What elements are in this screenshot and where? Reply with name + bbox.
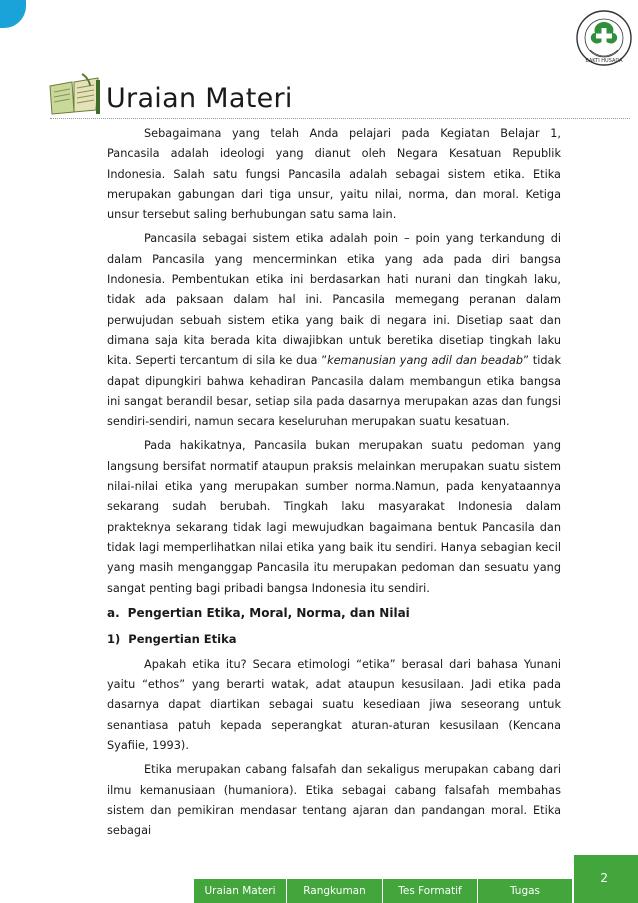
subsection-label: 1) [107,631,121,646]
tab-rangkuman[interactable]: Rangkuman [287,879,383,903]
section-label: a. [107,605,120,620]
corner-accent [0,0,26,28]
bakti-husada-logo-icon [574,6,634,74]
tab-tes-formatif[interactable]: Tes Formatif [383,879,478,903]
page-number: 2 [600,871,608,885]
title-divider [50,118,630,119]
paragraph: Sebagaimana yang telah Anda pelajari pada Kegiatan Belajar 1, Pancasila adalah ideologi yang dianut oleh Negara Kesatuan Republik Indonesia. Salah satu fungsi Pancasila adalah sebagai sistem etika. Etika merupakan gabungan dari tiga unsur, yaitu nilai, norma, dan moral. Ketiga unsur tersebut saling berhubungan satu sama lain. [107,127,561,222]
paragraph: Etika merupakan cabang falsafah dan sekaligus merupakan cabang dari ilmu kemanusiaan (humaniora). Etika sebagai cabang falsafah membahas sistem dan pemikiran mendasar tentang ajaran dan pandangan moral. Etika sebagai [107,763,561,838]
quoted-phrase: kemanusian yang adil dan beadab [327,354,524,368]
subsection-title: Pengertian Etika [128,631,237,646]
paragraph: Pada hakikatnya, Pancasila bukan merupakan suatu pedoman yang langsung bersifat normatif ataupun praksis melainkan merupakan suatu sistem nilai-nilai etika yang merupakan sumber norma.Namun, pada kenyataannya sekarang sudah berubah. Tingkah laku masyarakat Indonesia dalam prakteknya sekarang tidak lagi mewujudkan bagaimana bentuk Pancasila dan tidak lagi memperlihatkan nilai etika yang baik itu sendiri. Hanya sebagian kecil yang masih menganggap Pancasila itu merupakan pedoman dan sesuatu yang sangat penting bagi pribadi bangsa Indonesia itu sendiri. [107,439,561,595]
page-number-badge [574,855,638,903]
section-heading [107,603,561,623]
open-book-icon [46,72,102,118]
paragraph-text: Pancasila sebagai sistem etika adalah poin – poin yang terkandung di dalam Pancasila yang mencerminkan etika yang ada pada diri bangsa Indonesia. Pembentukan etika ini berdasarkan hati nurani dan tingkah laku, tidak ada paksaan dalam hal ini. Pancasila memegang peranan dalam perwujudan sebuah sistem etika yang baik di negara ini. Disetiap saat dan dimana saja kita berada kita diwajibkan untuk beretika disetiap tingkah laku kita. Seperti tercantum di sila ke dua ” [107,232,561,368]
page-title: Uraian Materi [106,83,293,114]
paragraph: Apakah etika itu? Secara etimologi “etika” berasal dari bahasa Yunani yaitu “ethos” yang berarti watak, adat ataupun kesusilaan. Jadi etika pada dasarnya dapat diartikan sebagai suatu kesediaan jiwa seseorang untuk senantiasa patuh kepada seperangkat aturan-aturan kesusilaan (Kencana Syafiie, 1993). [107,657,561,753]
tab-tugas[interactable]: Tugas [478,879,572,903]
logo-text: BAKTI HUSADA [585,58,623,64]
section-title: Pengertian Etika, Moral, Norma, dan Nilai [127,605,410,620]
paragraph-text: ” tidak dapat dipungkiri bahwa kehadiran Pancasila dalam membangun etika bangsa ini sangat berandil besar, setiap sila pada dasarnya merupakan azas dan fungsi sendiri-sendiri, namun secara keseluruhan merupakan suatu kesatuan. [107,354,561,429]
main-content [107,124,561,846]
subsection-heading [107,629,561,649]
footer-nav [194,879,572,903]
paragraph [107,229,561,432]
tab-uraian-materi[interactable]: Uraian Materi [194,879,287,903]
